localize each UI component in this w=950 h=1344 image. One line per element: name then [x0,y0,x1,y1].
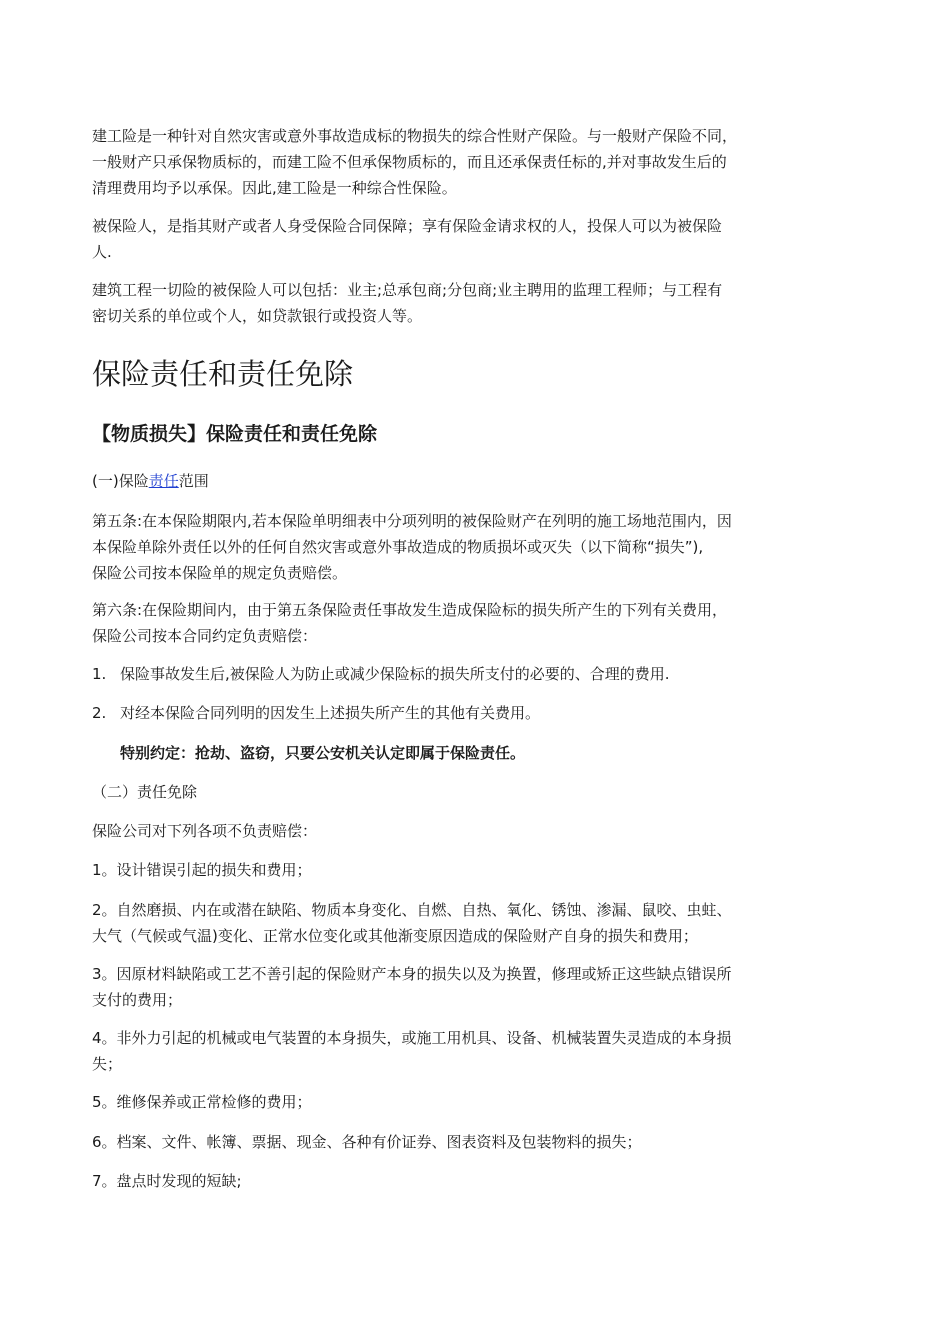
list-item [92,700,812,726]
text-line: 大气（气候或气温)变化、正常水位变化或其他渐变原因造成的保险财产自身的损失和费用； [92,927,698,945]
text-line: 一般财产只承保物质标的，而建工险不但承保物质标的，而且还承保责任标的,并对事故发生后的 [92,153,727,171]
text-line: 第六条:在保险期间内，由于第五条保险责任事故发生造成保险标的损失所产生的下列有关费用， [92,601,728,619]
text-line: 本保险单除外责任以外的任何自然灾害或意外事故造成的物质损坏或灭失（以下简称“损失”), [92,538,704,556]
text-line: 人. [92,243,112,261]
section-subtitle: 【物质损失】保险责任和责任免除 [92,423,378,445]
text-line: 5。维修保养或正常检修的费用； [92,1093,312,1111]
text-line: 1。设计错误引起的损失和费用； [92,861,312,879]
article-6 [92,597,812,649]
exclusion-intro: 保险公司对下列各项不负责赔偿： [92,822,318,840]
list-number: 1. [92,665,107,683]
list-text: 对经本保险合同列明的因发生上述损失所产生的其他有关费用。 [120,704,541,722]
scope-suffix: 范围 [178,472,209,490]
exclusion-item [92,1089,812,1115]
intro-paragraph-2 [92,213,812,265]
scope-prefix: (一)保险 [92,472,149,490]
scope-heading [92,468,812,494]
text-line: 密切关系的单位或个人，如贷款银行或投资人等。 [92,307,423,325]
text-line: 6。档案、文件、帐簿、票据、现金、各种有价证券、图表资料及包装物料的损失； [92,1133,642,1151]
text-line: 3。因原材料缺陷或工艺不善引起的保险财产本身的损失以及为换置，修理或矫正这些缺点错误所 [92,965,732,983]
list-number: 2. [92,704,107,722]
text-line: 4。非外力引起的机械或电气装置的本身损失，或施工用机具、设备、机械装置失灵造成的本身损 [92,1029,732,1047]
article-5 [92,508,812,586]
section-title: 保险责任和责任免除 [92,357,354,391]
text-line: 支付的费用； [92,991,183,1009]
exclusion-item [92,1129,812,1155]
exclusion-item [92,1025,812,1077]
text-line: 第五条:在本保险期限内,若本保险单明细表中分项列明的被保险财产在列明的施工场地范围内，因 [92,512,732,530]
exclusion-item [92,1168,812,1194]
list-text: 保险事故发生后,被保险人为防止或减少保险标的损失所支付的必要的、合理的费用. [120,665,670,683]
special-agreement: 特别约定：抢劫、盗窃，只要公安机关认定即属于保险责任。 [120,744,526,762]
text-line: 建工险是一种针对自然灾害或意外事故造成标的物损失的综合性财产保险。与一般财产保险不同， [92,127,738,145]
intro-paragraph-1 [92,123,812,201]
text-line: 失； [92,1055,123,1073]
responsibility-link[interactable]: 责任 [148,472,179,490]
intro-paragraph-3 [92,277,812,329]
exclusion-item [92,897,812,949]
text-line: 清理费用均予以承保。因此,建工险是一种综合性保险。 [92,179,457,197]
exclusion-item [92,857,812,883]
text-line: 保险公司按本保险单的规定负责赔偿。 [92,564,348,582]
text-line: 保险公司按本合同约定负责赔偿： [92,627,318,645]
text-line: 被保险人，是指其财产或者人身受保险合同保障；享有保险金请求权的人，投保人可以为被保险 [92,217,723,235]
exclusion-item [92,961,812,1013]
text-line: 建筑工程一切险的被保险人可以包括：业主;总承包商;分包商;业主聘用的监理工程师；与工程有 [92,281,723,299]
exclusion-heading: （二）责任免除 [92,783,198,801]
text-line: 7。盘点时发现的短缺; [92,1172,242,1190]
list-item [92,661,812,687]
text-line: 2。自然磨损、内在或潜在缺陷、物质本身变化、自燃、自热、氧化、锈蚀、渗漏、鼠咬、虫蛀、 [92,901,732,919]
